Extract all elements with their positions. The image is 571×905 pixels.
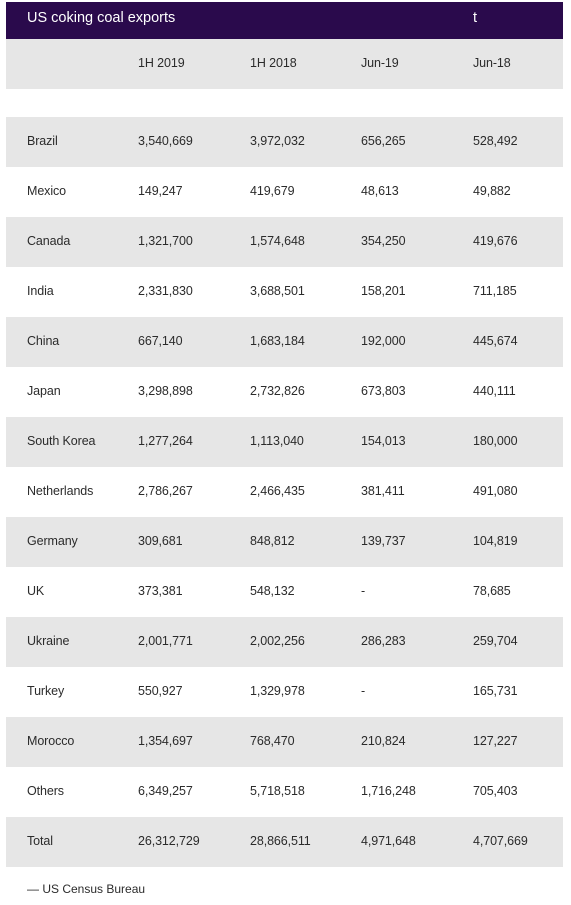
country-cell: South Korea <box>27 434 96 448</box>
country-cell: China <box>27 334 60 348</box>
value-cell: 49,882 <box>473 184 511 198</box>
table-row <box>6 267 563 317</box>
column-header-row <box>6 39 563 89</box>
country-cell: Netherlands <box>27 484 94 498</box>
value-cell: 2,786,267 <box>138 484 193 498</box>
value-cell: 1,113,040 <box>250 434 304 448</box>
value-cell: 354,250 <box>361 234 406 248</box>
value-cell: - <box>361 684 366 698</box>
value-cell: 419,676 <box>473 234 518 248</box>
value-cell: 158,201 <box>361 284 406 298</box>
table-body <box>6 117 563 867</box>
spacer-row <box>6 89 563 117</box>
value-cell: 656,265 <box>361 134 406 148</box>
column-header: 1H 2019 <box>138 56 185 70</box>
country-cell: Japan <box>27 384 61 398</box>
value-cell: 2,732,826 <box>250 384 305 398</box>
value-cell: 5,718,518 <box>250 784 305 798</box>
value-cell: 1,716,248 <box>361 784 416 798</box>
column-header: 1H 2018 <box>250 56 297 70</box>
value-cell: 26,312,729 <box>138 834 200 848</box>
value-cell: 491,080 <box>473 484 518 498</box>
value-cell: 78,685 <box>473 584 511 598</box>
table-row <box>6 817 563 867</box>
value-cell: 1,277,264 <box>138 434 193 448</box>
country-cell: Germany <box>27 534 78 548</box>
value-cell: 2,002,256 <box>250 634 305 648</box>
coal-exports-table <box>6 2 563 867</box>
value-cell: 373,381 <box>138 584 183 598</box>
value-cell: 711,185 <box>473 284 517 298</box>
column-header: Jun-19 <box>361 56 399 70</box>
value-cell: 848,812 <box>250 534 295 548</box>
value-cell: 2,331,830 <box>138 284 193 298</box>
value-cell: 286,283 <box>361 634 406 648</box>
country-cell: Ukraine <box>27 634 70 648</box>
column-header: Jun-18 <box>473 56 511 70</box>
country-cell: Morocco <box>27 734 75 748</box>
value-cell: 445,674 <box>473 334 518 348</box>
table-row <box>6 617 563 667</box>
value-cell: 673,803 <box>361 384 406 398</box>
table-row <box>6 167 563 217</box>
value-cell: 3,298,898 <box>138 384 193 398</box>
value-cell: 3,688,501 <box>250 284 305 298</box>
table-row <box>6 317 563 367</box>
table-title-bar <box>6 2 563 39</box>
table-row <box>6 717 563 767</box>
value-cell: 154,013 <box>361 434 406 448</box>
table-row <box>6 517 563 567</box>
value-cell: 705,403 <box>473 784 518 798</box>
table-row <box>6 117 563 167</box>
table-row <box>6 367 563 417</box>
value-cell: 2,001,771 <box>138 634 193 648</box>
unit-label: t <box>473 10 478 26</box>
value-cell: 2,466,435 <box>250 484 305 498</box>
value-cell: 3,540,669 <box>138 134 193 148</box>
country-cell: Canada <box>27 234 71 248</box>
value-cell: 1,683,184 <box>250 334 305 348</box>
country-cell: Others <box>27 784 64 798</box>
country-cell: Brazil <box>27 134 58 148</box>
value-cell: 139,737 <box>361 534 406 548</box>
country-cell: Mexico <box>27 184 66 198</box>
value-cell: 309,681 <box>138 534 183 548</box>
table-row <box>6 767 563 817</box>
value-cell: 528,492 <box>473 134 518 148</box>
value-cell: 104,819 <box>473 534 518 548</box>
value-cell: - <box>361 584 366 598</box>
country-cell: Turkey <box>27 684 65 698</box>
table-row <box>6 567 563 617</box>
value-cell: 165,731 <box>473 684 518 698</box>
source-note: — US Census Bureau <box>27 882 146 896</box>
table-title: US coking coal exports <box>27 10 176 26</box>
value-cell: 48,613 <box>361 184 399 198</box>
country-cell: India <box>27 284 54 298</box>
table-row <box>6 467 563 517</box>
value-cell: 3,972,032 <box>250 134 305 148</box>
table-row <box>6 667 563 717</box>
value-cell: 4,971,648 <box>361 834 416 848</box>
value-cell: 550,927 <box>138 684 183 698</box>
value-cell: 192,000 <box>361 334 406 348</box>
country-cell: Total <box>27 834 53 848</box>
value-cell: 1,329,978 <box>250 684 305 698</box>
value-cell: 4,707,669 <box>473 834 528 848</box>
value-cell: 127,227 <box>473 734 518 748</box>
value-cell: 440,111 <box>473 384 516 398</box>
value-cell: 180,000 <box>473 434 518 448</box>
value-cell: 548,132 <box>250 584 295 598</box>
table-row <box>6 217 563 267</box>
value-cell: 28,866,511 <box>250 834 311 848</box>
value-cell: 6,349,257 <box>138 784 193 798</box>
value-cell: 259,704 <box>473 634 518 648</box>
value-cell: 1,574,648 <box>250 234 305 248</box>
value-cell: 381,411 <box>361 484 405 498</box>
value-cell: 1,354,697 <box>138 734 193 748</box>
value-cell: 1,321,700 <box>138 234 193 248</box>
value-cell: 149,247 <box>138 184 183 198</box>
value-cell: 768,470 <box>250 734 295 748</box>
value-cell: 419,679 <box>250 184 295 198</box>
value-cell: 210,824 <box>361 734 406 748</box>
country-cell: UK <box>27 584 45 598</box>
value-cell: 667,140 <box>138 334 183 348</box>
table-row <box>6 417 563 467</box>
